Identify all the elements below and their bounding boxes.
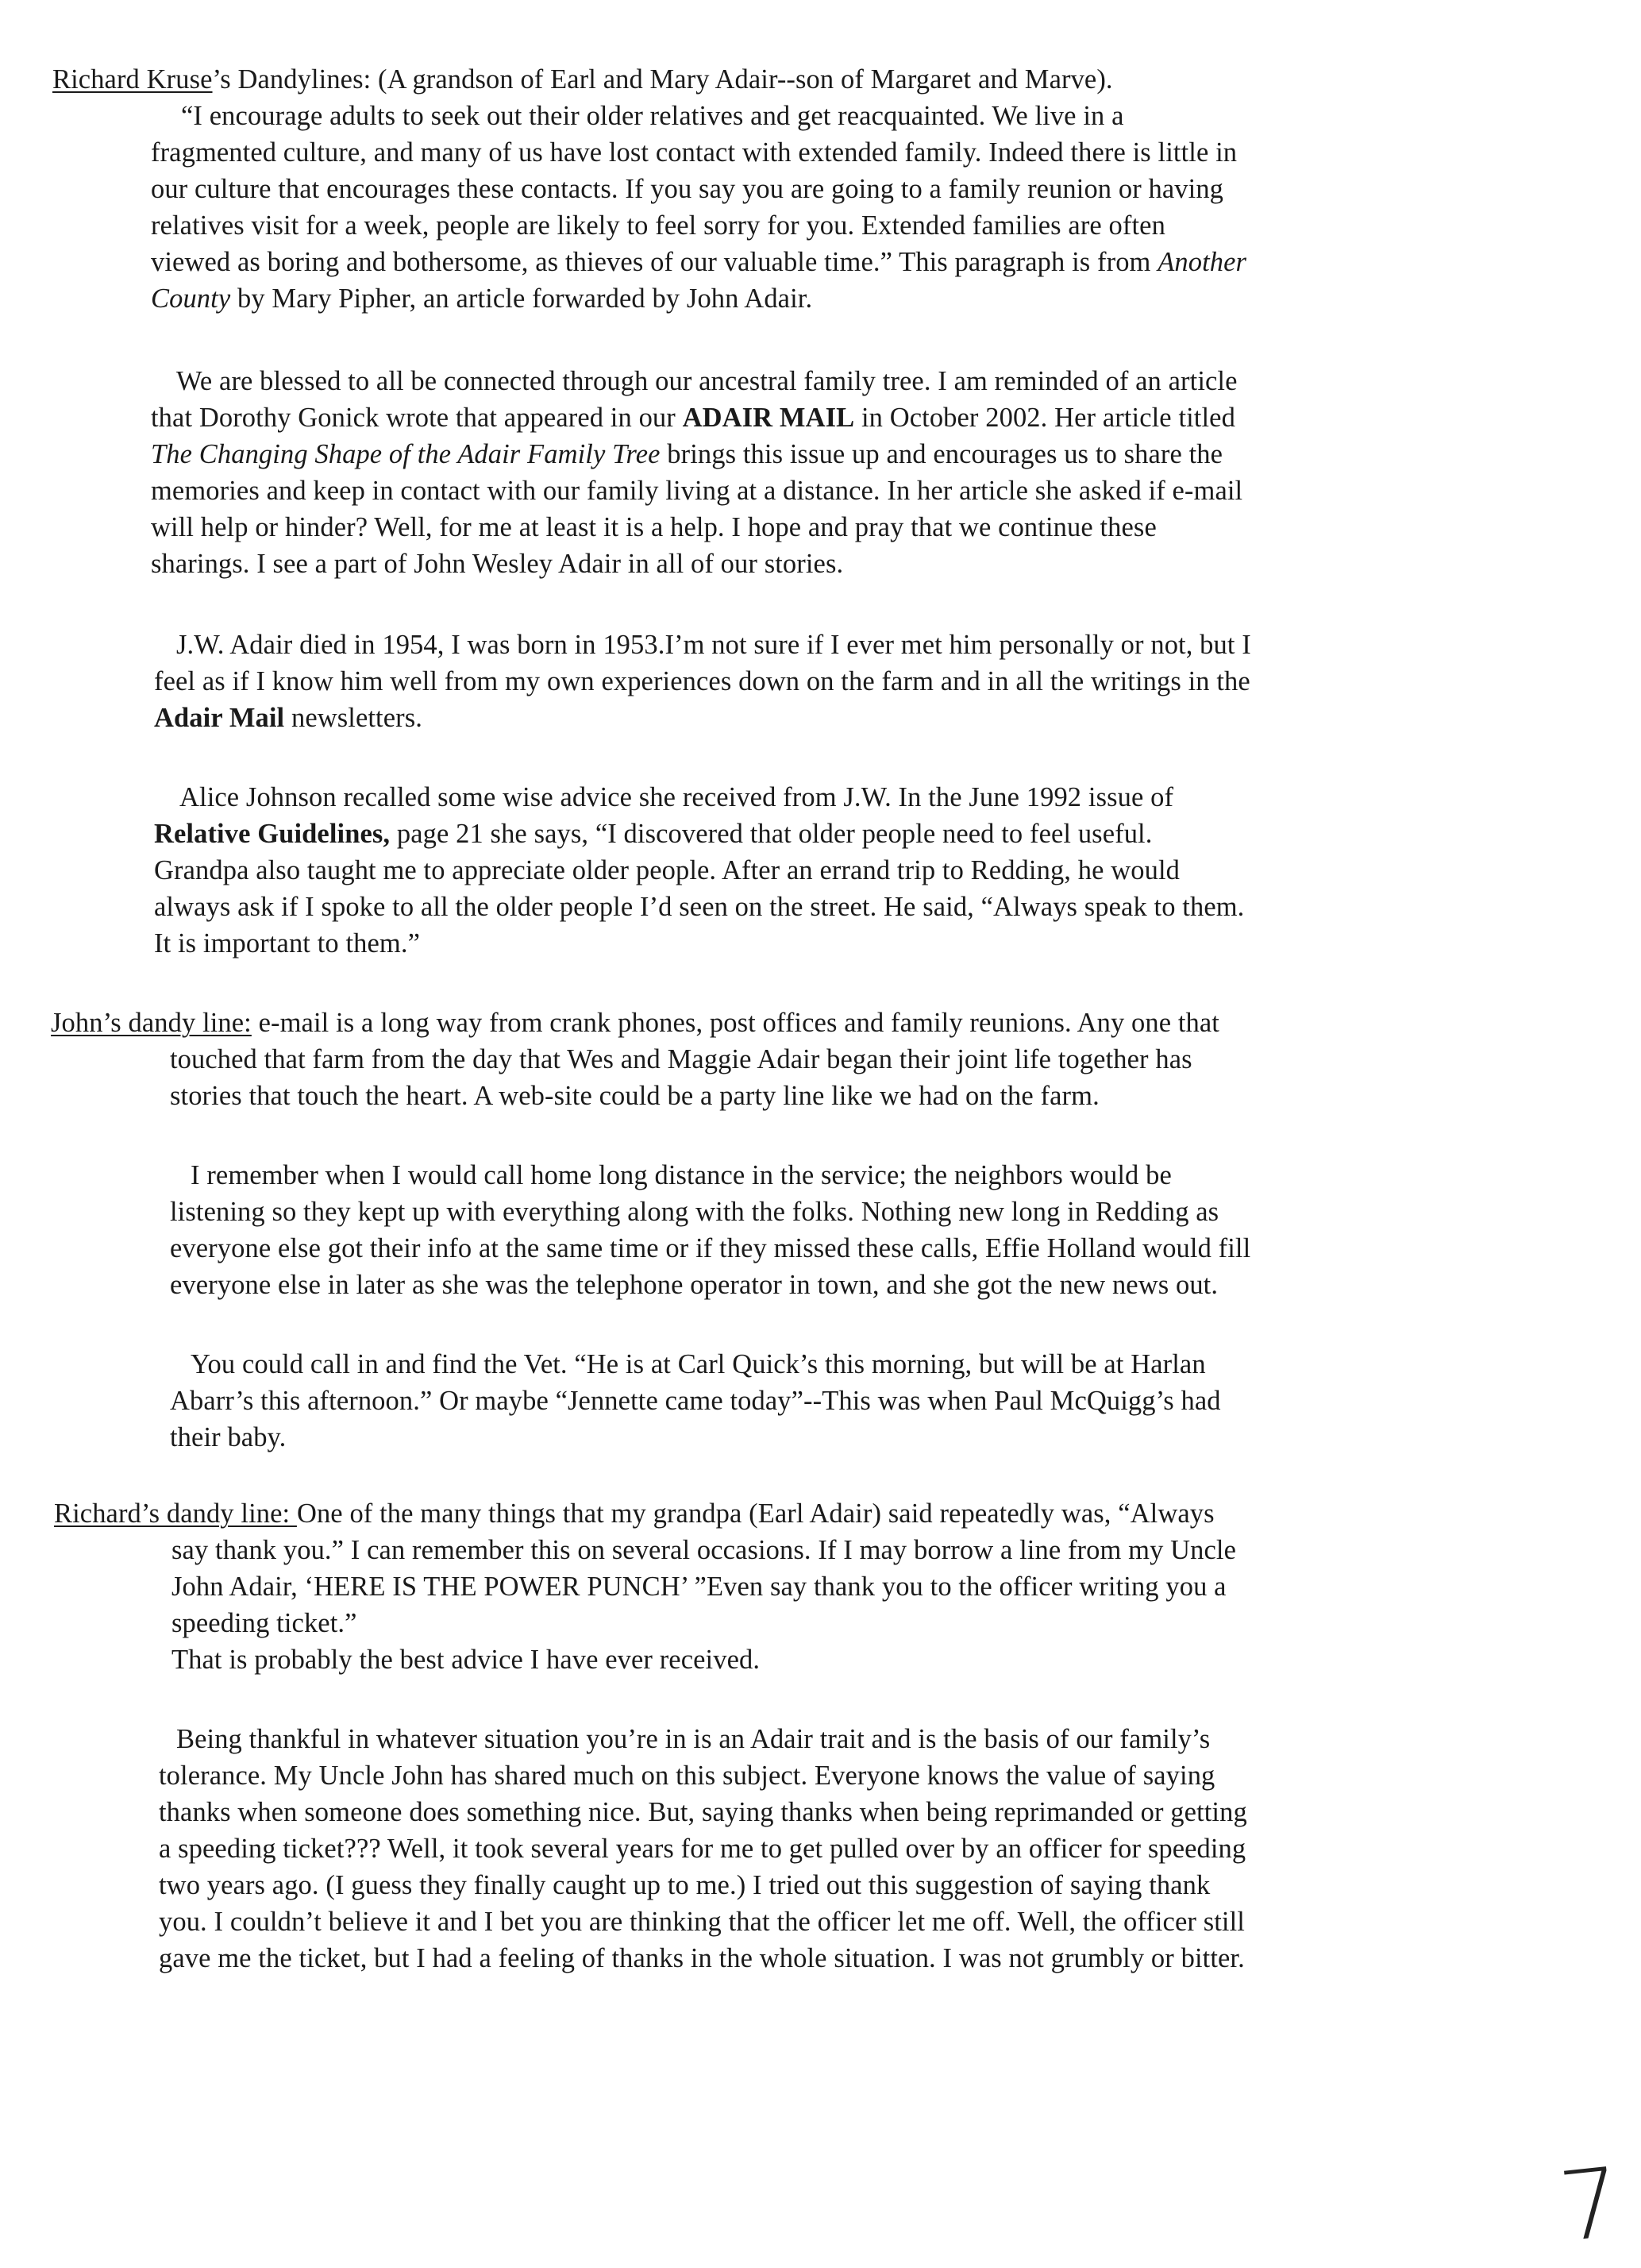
paragraph-text: that Dorothy Gonick wrote that appeared in our xyxy=(151,403,683,433)
paragraph-text: One of the many things that my grandpa (Earl Adair) said repeatedly was, “Always xyxy=(296,1498,1215,1529)
newsletter-name-bold: Adair Mail xyxy=(154,703,285,733)
paragraph-line: Being thankful in whatever situation you’re in is an Adair trait and is the basis of our family’s xyxy=(176,1724,1211,1754)
paragraph-line: everyone else in later as she was the telephone operator in town, and she got the new news out. xyxy=(170,1270,1219,1300)
paragraph-line xyxy=(154,700,422,735)
paragraph-line: you. I couldn’t believe it and I bet you are thinking that the officer let me off. Well, the officer still xyxy=(159,1907,1245,1937)
paragraph-line: John Adair, ‘HERE IS THE POWER PUNCH’ ”Even say thank you to the officer writing you a xyxy=(171,1572,1227,1602)
section-heading-richard xyxy=(54,1496,1215,1531)
paragraph-line: will help or hinder? Well, for me at least it is a help. I hope and pray that we continue these xyxy=(151,512,1157,542)
quote-line: relatives visit for a week, people are likely to feel sorry for you. Extended families are often xyxy=(151,210,1165,241)
paragraph-line: stories that touch the heart. A web-site could be a party line like we had on the farm. xyxy=(170,1081,1100,1111)
paragraph-text: page 21 she says, “I discovered that older people need to feel useful. xyxy=(390,819,1153,849)
paragraph-line: I remember when I would call home long distance in the service; the neighbors would be xyxy=(191,1160,1172,1190)
paragraph-line: gave me the ticket, but I had a feeling of thanks in the whole situation. I was not grumbly or bitter. xyxy=(159,1943,1245,1973)
paragraph-line: say thank you.” I can remember this on several occasions. If I may borrow a line from my Uncle xyxy=(171,1535,1237,1565)
newsletter-name-bold: Relative Guidelines, xyxy=(154,819,391,849)
paragraph-line: listening so they kept up with everything along with the folks. Nothing new long in Redding as xyxy=(170,1197,1219,1227)
heading-underlined: John’s dandy line: xyxy=(51,1008,252,1038)
paragraph-line: everyone else got their info at the same time or if they missed these calls, Effie Holland would fill xyxy=(170,1233,1251,1263)
paragraph-line: Grandpa also taught me to appreciate older people. After an errand trip to Redding, he would xyxy=(154,855,1180,885)
book-title-italic: Another xyxy=(1158,247,1247,277)
paragraph-line: feel as if I know him well from my own experiences down on the farm and in all the writings in the xyxy=(154,666,1250,696)
paragraph-line: We are blessed to all be connected through our ancestral family tree. I am reminded of an article xyxy=(176,366,1238,396)
paragraph-line: Abarr’s this afternoon.” Or maybe “Jennette came today”--This was when Paul McQuigg’s had xyxy=(170,1386,1221,1416)
paragraph-line: always ask if I spoke to all the older people I’d seen on the street. He said, “Always speak to them. xyxy=(154,892,1245,922)
paragraph-line: memories and keep in contact with our family living at a distance. In her article she asked if e-mail xyxy=(151,476,1243,506)
paragraph-line xyxy=(154,816,1152,851)
section-heading-richard-kruse xyxy=(52,62,1113,97)
paragraph-line: two years ago. (I guess they finally caught up to me.) I tried out this suggestion of saying thank xyxy=(159,1870,1211,1900)
paragraph-line: That is probably the best advice I have ever received. xyxy=(171,1645,761,1675)
paragraph-line: a speeding ticket??? Well, it took several years for me to get pulled over by an officer for speeding xyxy=(159,1834,1246,1864)
page-number-handwritten: 7 xyxy=(1554,2147,1627,2264)
paragraph-line: Alice Johnson recalled some wise advice she received from J.W. In the June 1992 issue of xyxy=(179,782,1174,812)
section-heading-john xyxy=(51,1005,1219,1040)
paragraph-line: sharings. I see a part of John Wesley Adair in all of our stories. xyxy=(151,549,844,579)
quote-line: “I encourage adults to seek out their older relatives and get reacquainted. We live in a xyxy=(181,101,1124,131)
book-title-italic: County xyxy=(151,284,231,314)
paragraph-line: It is important to them.” xyxy=(154,928,420,958)
quote-text: viewed as boring and bothersome, as thieves of our valuable time.” This paragraph is from xyxy=(151,247,1158,277)
paragraph-line: their baby. xyxy=(170,1422,287,1452)
paragraph-text: brings this issue up and encourages us to share the xyxy=(660,439,1223,469)
name-underlined: Richard Kruse xyxy=(52,64,213,94)
article-title-italic: The Changing Shape of the Adair Family Tree xyxy=(151,439,661,469)
paragraph-line xyxy=(151,437,1223,472)
heading-underlined: Richard’s dandy line: xyxy=(54,1498,297,1529)
quote-line xyxy=(151,245,1246,280)
paragraph-line: tolerance. My Uncle John has shared much on this subject. Everyone knows the value of saying xyxy=(159,1761,1215,1791)
newsletter-name-bold: ADAIR MAIL xyxy=(682,403,855,433)
paragraph-line: You could call in and find the Vet. “He is at Carl Quick’s this morning, but will be at Harlan xyxy=(191,1349,1206,1379)
quote-text: by Mary Pipher, an article forwarded by John Adair. xyxy=(230,284,813,314)
paragraph-text: newsletters. xyxy=(284,703,422,733)
paragraph-line: thanks when someone does something nice. But, saying thanks when being reprimanded or getting xyxy=(159,1797,1247,1827)
paragraph-line: J.W. Adair died in 1954, I was born in 1953.I’m not sure if I ever met him personally or not, but I xyxy=(176,630,1251,660)
paragraph-line: touched that farm from the day that Wes and Maggie Adair began their joint life together has xyxy=(170,1044,1192,1074)
paragraph-line xyxy=(151,400,1235,435)
heading-text: ’s Dandylines: (A grandson of Earl and Mary Adair--son of Margaret and Marve). xyxy=(212,64,1113,94)
paragraph-text: e-mail is a long way from crank phones, post offices and family reunions. Any one that xyxy=(251,1008,1219,1038)
quote-line: our culture that encourages these contacts. If you say you are going to a family reunion or having xyxy=(151,174,1224,204)
quote-line: fragmented culture, and many of us have lost contact with extended family. Indeed there is little in xyxy=(151,137,1238,168)
paragraph-line: speeding ticket.” xyxy=(171,1608,357,1638)
paragraph-text: in October 2002. Her article titled xyxy=(854,403,1235,433)
quote-line xyxy=(151,281,812,316)
